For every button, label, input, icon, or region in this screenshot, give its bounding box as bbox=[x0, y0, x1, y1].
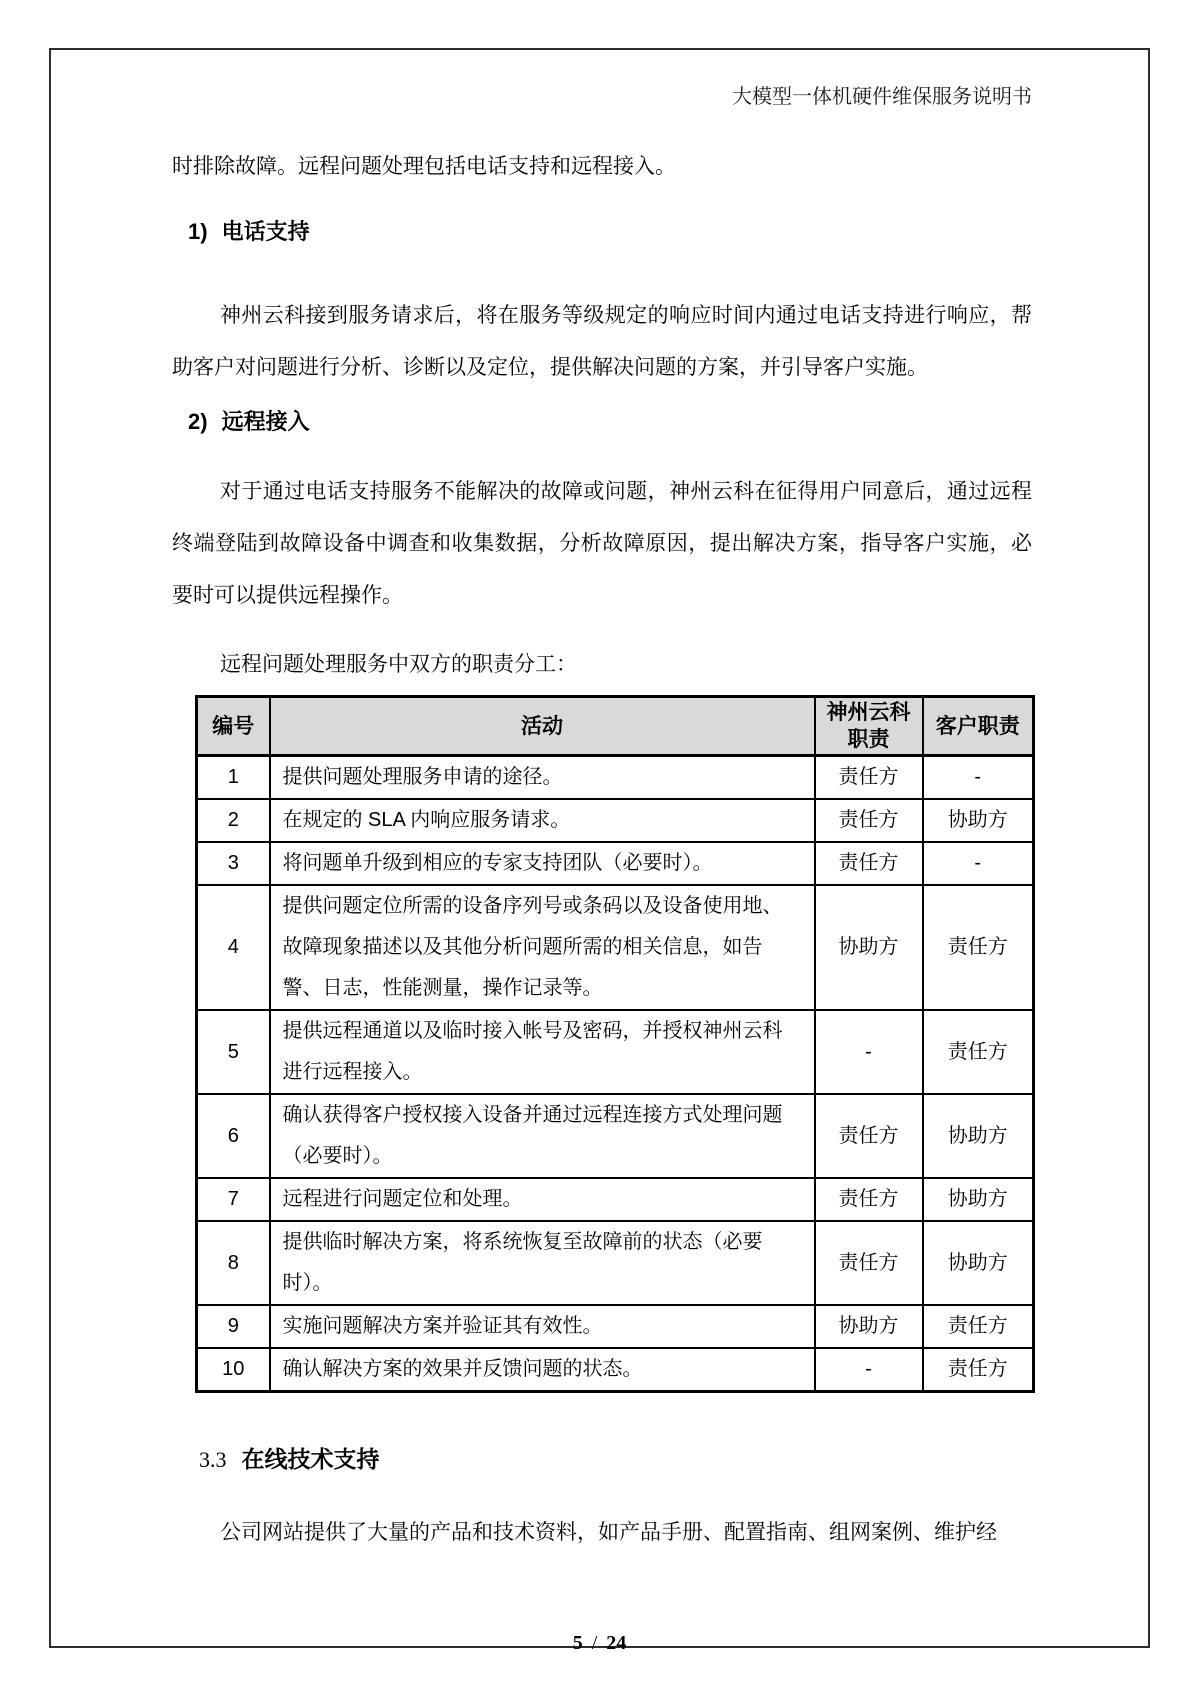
page-number-separator: / bbox=[591, 1632, 598, 1654]
cell-dcloud-responsibility: 协助方 bbox=[815, 1305, 923, 1348]
cell-customer-responsibility: 协助方 bbox=[923, 1221, 1034, 1305]
table-row bbox=[197, 885, 1034, 1010]
remote-access-heading-label: 远程接入 bbox=[221, 409, 310, 434]
cell-no: 7 bbox=[197, 1178, 270, 1221]
page-border-frame bbox=[49, 48, 1150, 1654]
table-header-row bbox=[197, 697, 1034, 756]
cell-customer-responsibility: - bbox=[923, 756, 1034, 800]
col-header-dcloud-line2: 职责 bbox=[847, 728, 890, 751]
cell-no: 8 bbox=[197, 1221, 270, 1305]
table-row bbox=[197, 1094, 1034, 1178]
cell-customer-responsibility: 责任方 bbox=[923, 1348, 1034, 1392]
cell-customer-responsibility: 协助方 bbox=[923, 799, 1034, 842]
cell-customer-responsibility: 责任方 bbox=[923, 885, 1034, 1010]
col-header-no: 编号 bbox=[197, 697, 270, 756]
cell-customer-responsibility: - bbox=[923, 842, 1034, 885]
cell-activity: 确认获得客户授权接入设备并通过远程连接方式处理问题（必要时）。 bbox=[270, 1094, 815, 1178]
table-row bbox=[197, 1221, 1034, 1305]
cell-no: 5 bbox=[197, 1010, 270, 1094]
current-page-number: 5 bbox=[572, 1632, 583, 1654]
phone-support-heading bbox=[188, 216, 1032, 248]
cell-no: 6 bbox=[197, 1094, 270, 1178]
online-support-section-heading bbox=[199, 1443, 1032, 1476]
table-row bbox=[197, 756, 1034, 800]
lead-paragraph: 时排除故障。远程问题处理包括电话支持和远程接入。 bbox=[172, 155, 676, 178]
cell-customer-responsibility: 协助方 bbox=[923, 1178, 1034, 1221]
content-area bbox=[172, 50, 1032, 1548]
running-header-title: 大模型一体机硬件维保服务说明书 bbox=[732, 86, 1032, 108]
cell-dcloud-responsibility: 责任方 bbox=[815, 799, 923, 842]
cell-no: 10 bbox=[197, 1348, 270, 1392]
responsibilities-table bbox=[195, 695, 1035, 1393]
table-row bbox=[197, 1010, 1034, 1094]
cell-no: 9 bbox=[197, 1305, 270, 1348]
table-row bbox=[197, 1305, 1034, 1348]
cell-activity: 提供远程通道以及临时接入帐号及密码，并授权神州云科进行远程接入。 bbox=[270, 1010, 815, 1094]
cell-dcloud-responsibility: 责任方 bbox=[815, 1094, 923, 1178]
page-number-footer bbox=[51, 1630, 1148, 1656]
cell-activity: 确认解决方案的效果并反馈问题的状态。 bbox=[270, 1348, 815, 1392]
cell-dcloud-responsibility: - bbox=[815, 1348, 923, 1392]
phone-support-heading-number: 1) bbox=[188, 219, 208, 244]
table-intro-line: 远程问题处理服务中双方的职责分工： bbox=[220, 653, 577, 676]
table-row bbox=[197, 1348, 1034, 1392]
total-page-number: 24 bbox=[606, 1632, 627, 1654]
remote-access-heading bbox=[188, 406, 1032, 438]
online-support-section-label: 在线技术支持 bbox=[241, 1446, 380, 1472]
cell-dcloud-responsibility: 责任方 bbox=[815, 1221, 923, 1305]
cell-activity: 将问题单升级到相应的专家支持团队（必要时）。 bbox=[270, 842, 815, 885]
col-header-dcloud-responsibility bbox=[815, 697, 923, 756]
cell-no: 3 bbox=[197, 842, 270, 885]
cell-customer-responsibility: 协助方 bbox=[923, 1094, 1034, 1178]
phone-support-paragraph: 神州云科接到服务请求后，将在服务等级规定的响应时间内通过电话支持进行响应，帮助客户对问题进行分析、诊断以及定位，提供解决问题的方案，并引导客户实施。 bbox=[172, 304, 1032, 379]
online-support-paragraph: 公司网站提供了大量的产品和技术资料，如产品手册、配置指南、组网案例、维护经 bbox=[220, 1521, 997, 1544]
remote-access-heading-number: 2) bbox=[188, 409, 208, 434]
col-header-activity: 活动 bbox=[270, 697, 815, 756]
cell-dcloud-responsibility: 责任方 bbox=[815, 1178, 923, 1221]
remote-access-paragraph: 对于通过电话支持服务不能解决的故障或问题，神州云科在征得用户同意后，通过远程终端登陆到故障设备中调查和收集数据，分析故障原因，提出解决方案，指导客户实施，必要时可以提供远程操作。 bbox=[172, 480, 1032, 607]
cell-dcloud-responsibility: 责任方 bbox=[815, 842, 923, 885]
table-row bbox=[197, 799, 1034, 842]
cell-activity: 在规定的 SLA 内响应服务请求。 bbox=[270, 799, 815, 842]
col-header-dcloud-line1: 神州云科 bbox=[826, 701, 911, 724]
cell-activity: 实施问题解决方案并验证其有效性。 bbox=[270, 1305, 815, 1348]
cell-dcloud-responsibility: - bbox=[815, 1010, 923, 1094]
table-row bbox=[197, 842, 1034, 885]
cell-no: 2 bbox=[197, 799, 270, 842]
cell-customer-responsibility: 责任方 bbox=[923, 1305, 1034, 1348]
cell-activity: 提供问题定位所需的设备序列号或条码以及设备使用地、故障现象描述以及其他分析问题所需的相关信息，如告警、日志，性能测量，操作记录等。 bbox=[270, 885, 815, 1010]
cell-no: 4 bbox=[197, 885, 270, 1010]
cell-customer-responsibility: 责任方 bbox=[923, 1010, 1034, 1094]
cell-no: 1 bbox=[197, 756, 270, 800]
cell-dcloud-responsibility: 责任方 bbox=[815, 756, 923, 800]
table-row bbox=[197, 1178, 1034, 1221]
col-header-customer-responsibility: 客户职责 bbox=[923, 697, 1034, 756]
cell-activity: 提供问题处理服务申请的途径。 bbox=[270, 756, 815, 800]
cell-dcloud-responsibility: 协助方 bbox=[815, 885, 923, 1010]
cell-activity: 远程进行问题定位和处理。 bbox=[270, 1178, 815, 1221]
phone-support-heading-label: 电话支持 bbox=[221, 219, 310, 244]
online-support-section-number: 3.3 bbox=[199, 1447, 227, 1472]
cell-activity: 提供临时解决方案，将系统恢复至故障前的状态（必要时）。 bbox=[270, 1221, 815, 1305]
